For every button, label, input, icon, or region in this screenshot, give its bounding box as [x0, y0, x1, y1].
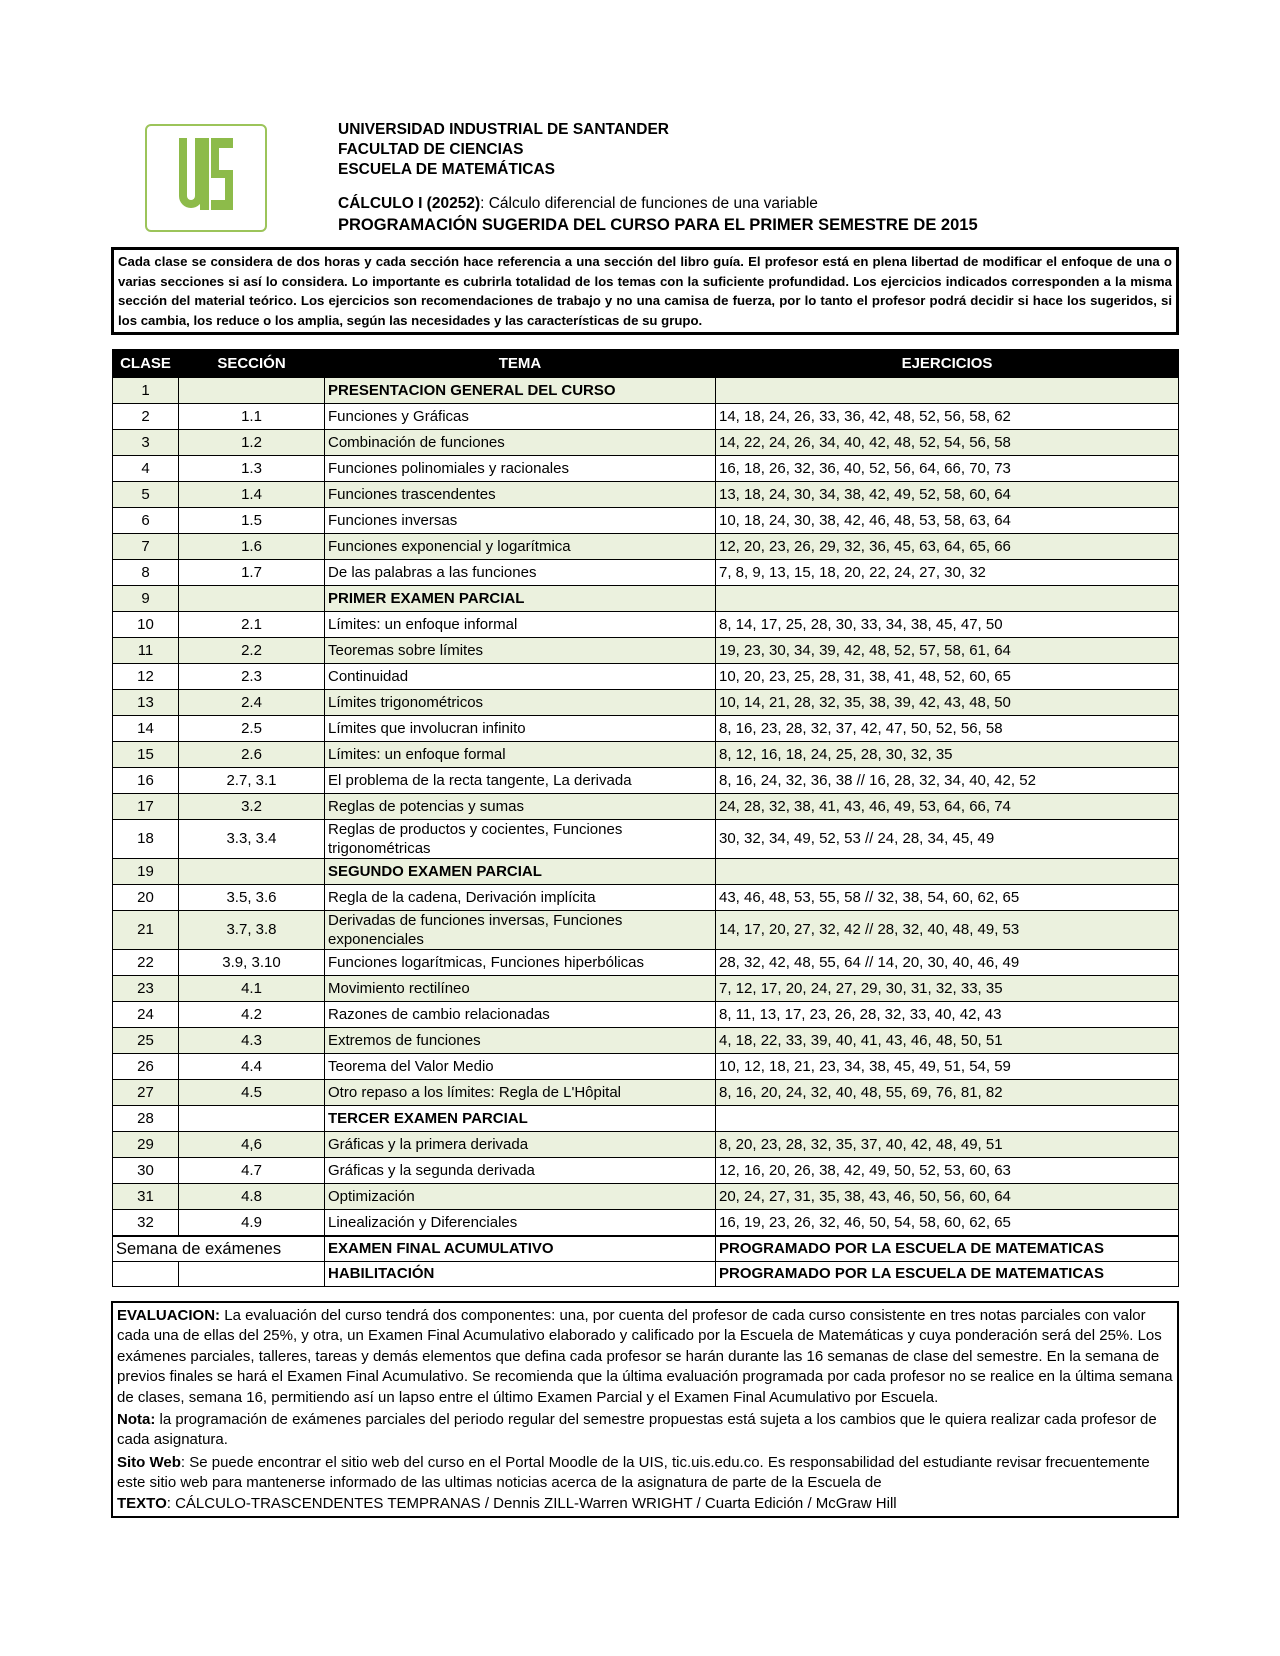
tema-cell: Teoremas sobre límites	[325, 638, 716, 664]
ejercicios-cell: 7, 8, 9, 13, 15, 18, 20, 22, 24, 27, 30, 32	[716, 560, 1179, 586]
table-row	[113, 885, 1179, 911]
table-row	[113, 560, 1179, 586]
note-label: Nota:	[117, 1411, 156, 1429]
clase-cell: 23	[113, 976, 179, 1002]
seccion-cell: 3.2	[179, 794, 325, 820]
ejercicios-cell: 19, 23, 30, 34, 39, 42, 48, 52, 57, 58, 61, 64	[716, 638, 1179, 664]
table-row	[113, 794, 1179, 820]
table-row	[113, 1080, 1179, 1106]
seccion-cell: 4.4	[179, 1054, 325, 1080]
exam-week-label: Semana de exámenes	[113, 1236, 325, 1262]
table-row	[113, 612, 1179, 638]
tema-cell: Funciones y Gráficas	[325, 404, 716, 430]
clase-cell: 10	[113, 612, 179, 638]
university-name: UNIVERSIDAD INDUSTRIAL DE SANTANDER	[338, 121, 669, 138]
empty-cell	[179, 1262, 325, 1287]
tema-cell: SEGUNDO EXAMEN PARCIAL	[325, 859, 716, 885]
uis-logo	[145, 124, 267, 232]
tema-cell: Límites que involucran infinito	[325, 716, 716, 742]
ejercicios-cell: 12, 16, 20, 26, 38, 42, 49, 50, 52, 53, 60, 63	[716, 1158, 1179, 1184]
clase-cell: 28	[113, 1106, 179, 1132]
ejercicios-cell: 10, 12, 18, 21, 23, 34, 38, 45, 49, 51, 54, 59	[716, 1054, 1179, 1080]
ejercicios-cell: 7, 12, 17, 20, 24, 27, 29, 30, 31, 32, 33, 35	[716, 976, 1179, 1002]
uis-logo-mark	[147, 126, 265, 230]
exam-row	[113, 859, 1179, 885]
tema-cell: Gráficas y la segunda derivada	[325, 1158, 716, 1184]
tema-cell: Reglas de potencias y sumas	[325, 794, 716, 820]
textbook-text: : CÁLCULO-TRASCENDENTES TEMPRANAS / Dennis ZILL-Warren WRIGHT / Cuarta Edición / McGraw Hill	[166, 1494, 897, 1512]
ejercicios-cell: 10, 14, 21, 28, 32, 35, 38, 39, 42, 43, 48, 50	[716, 690, 1179, 716]
clase-cell: 15	[113, 742, 179, 768]
seccion-cell: 3.5, 3.6	[179, 885, 325, 911]
table-row	[113, 1210, 1179, 1237]
table-row	[113, 820, 1179, 859]
clase-cell: 21	[113, 911, 179, 950]
clase-cell: 11	[113, 638, 179, 664]
evaluation-label: EVALUACION:	[117, 1307, 221, 1324]
tema-cell: PRIMER EXAMEN PARCIAL	[325, 586, 716, 612]
tema-cell: Funciones trascendentes	[325, 482, 716, 508]
seccion-cell: 2.7, 3.1	[179, 768, 325, 794]
tema-cell: Regla de la cadena, Derivación implícita	[325, 885, 716, 911]
ejercicios-cell	[716, 378, 1179, 404]
table-row	[113, 1184, 1179, 1210]
tema-cell: Reglas de productos y cocientes, Funciones trigonométricas	[325, 820, 716, 859]
seccion-cell: 1.2	[179, 430, 325, 456]
website-text: : Se puede encontrar el sitio web del curso en el Portal Moodle de la UIS, tic.uis.edu.co. Es responsabilidad del estudiante revisar frecuentemente este sitio web para mantenerse informado de las ultimas noticias acerca de la asignatura de parte de la Escuela de	[117, 1453, 1150, 1492]
table-row	[113, 1002, 1179, 1028]
table-row	[113, 404, 1179, 430]
seccion-cell: 3.9, 3.10	[179, 950, 325, 976]
ejercicios-cell: 30, 32, 34, 49, 52, 53 // 24, 28, 34, 45, 49	[716, 820, 1179, 859]
schedule-body	[113, 378, 1179, 1237]
tema-cell: El problema de la recta tangente, La derivada	[325, 768, 716, 794]
website-label: Sito Web	[117, 1453, 181, 1471]
clase-cell: 29	[113, 1132, 179, 1158]
ejercicios-cell: 16, 19, 23, 26, 32, 46, 50, 54, 58, 60, 62, 65	[716, 1210, 1179, 1237]
table-row	[113, 430, 1179, 456]
clase-cell: 4	[113, 456, 179, 482]
note-text: la programación de exámenes parciales del periodo regular del semestre propuestas está sujeta a los cambios que le quiera realizar cada profesor de cada asignatura.	[117, 1411, 1157, 1449]
evaluation-text: La evaluación del curso tendrá dos componentes: una, por cuenta del profesor de cada curso consistente en tres notas parciales con valor cada una de ellas del 25%, y otra, un Examen Final Acumulativo elaborado y calificado por la Escuela de Matemáticas y cuya ponderación será del 25%. Los exámenes parciales, talleres, tareas y demás elementos que defina cada profesor se harán durante las 16 semanas de clase del semestre. En la semana de previos finales se hará el Examen Final Acumulativo. Se recomienda que la última evaluación programada por cada profesor no se realice en la última semana de clases, semana 16, permitiendo así un lapso entre el último Examen Parcial y el Examen Final Acumulativo por Escuela.	[117, 1307, 1173, 1406]
exam-row	[113, 1106, 1179, 1132]
ejercicios-cell: 8, 16, 24, 32, 36, 38 // 16, 28, 32, 34, 40, 42, 52	[716, 768, 1179, 794]
clase-cell: 8	[113, 560, 179, 586]
habilitacion-exercises: PROGRAMADO POR LA ESCUELA DE MATEMATICAS	[716, 1262, 1179, 1287]
exam-row	[113, 378, 1179, 404]
table-row	[113, 638, 1179, 664]
final-exam-topic: EXAMEN FINAL ACUMULATIVO	[325, 1236, 716, 1262]
ejercicios-cell: 8, 14, 17, 25, 28, 30, 33, 34, 38, 45, 47, 50	[716, 612, 1179, 638]
tema-cell: Derivadas de funciones inversas, Funciones exponenciales	[325, 911, 716, 950]
textbook-label: TEXTO	[117, 1494, 167, 1512]
ejercicios-cell: 14, 17, 20, 27, 32, 42 // 28, 32, 40, 48, 49, 53	[716, 911, 1179, 950]
seccion-cell: 4.5	[179, 1080, 325, 1106]
final-exam-row	[113, 1236, 1179, 1262]
seccion-cell	[179, 586, 325, 612]
ejercicios-cell: 24, 28, 32, 38, 41, 43, 46, 49, 53, 64, 66, 74	[716, 794, 1179, 820]
tema-cell: Teorema del Valor Medio	[325, 1054, 716, 1080]
seccion-cell: 3.7, 3.8	[179, 911, 325, 950]
table-row	[113, 1028, 1179, 1054]
table-header-row	[113, 350, 1179, 378]
seccion-cell: 1.5	[179, 508, 325, 534]
seccion-cell: 4.8	[179, 1184, 325, 1210]
table-row	[113, 690, 1179, 716]
table-row	[113, 742, 1179, 768]
ejercicios-cell: 16, 18, 26, 32, 36, 40, 52, 56, 64, 66, 70, 73	[716, 456, 1179, 482]
seccion-cell: 1.6	[179, 534, 325, 560]
ejercicios-cell: 14, 18, 24, 26, 33, 36, 42, 48, 52, 56, 58, 62	[716, 404, 1179, 430]
clase-cell: 5	[113, 482, 179, 508]
ejercicios-cell: 10, 20, 23, 25, 28, 31, 38, 41, 48, 52, 60, 65	[716, 664, 1179, 690]
tema-cell: Gráficas y la primera derivada	[325, 1132, 716, 1158]
ejercicios-cell: 13, 18, 24, 30, 34, 38, 42, 49, 52, 58, 60, 64	[716, 482, 1179, 508]
seccion-cell: 4,6	[179, 1132, 325, 1158]
clase-cell: 30	[113, 1158, 179, 1184]
tema-cell: Funciones logarítmicas, Funciones hiperbólicas	[325, 950, 716, 976]
tema-cell: Límites trigonométricos	[325, 690, 716, 716]
seccion-cell: 2.3	[179, 664, 325, 690]
clase-cell: 12	[113, 664, 179, 690]
ejercicios-cell: 10, 18, 24, 30, 38, 42, 46, 48, 53, 58, 63, 64	[716, 508, 1179, 534]
seccion-cell: 2.2	[179, 638, 325, 664]
ejercicios-cell: 4, 18, 22, 33, 39, 40, 41, 43, 46, 48, 50, 51	[716, 1028, 1179, 1054]
seccion-cell: 4.9	[179, 1210, 325, 1237]
tema-cell: Funciones inversas	[325, 508, 716, 534]
seccion-cell: 2.1	[179, 612, 325, 638]
clase-cell: 19	[113, 859, 179, 885]
final-exam-exercises: PROGRAMADO POR LA ESCUELA DE MATEMATICAS	[716, 1236, 1179, 1262]
website-paragraph	[117, 1453, 1173, 1514]
exam-row	[113, 586, 1179, 612]
table-row	[113, 950, 1179, 976]
table-row	[113, 664, 1179, 690]
intro-notice: Cada clase se considera de dos horas y cada sección hace referencia a una sección del libro guía. El profesor está en plena libertad de modificar el enfoque de una o varias secciones si así lo considera. Lo importante es cubrirla totalidad de los temas con la suficiente profundidad. Los ejercicios indicados corresponden a la misma sección del material teórico. Los ejercicios son recomendaciones de trabajo y no una camisa de fuerza, por lo tanto el profesor podrá decidir si hace los sugeridos, si los cambia, los reduce o los amplia, según las necesidades y las características de su grupo.	[111, 247, 1179, 335]
tema-cell: Combinación de funciones	[325, 430, 716, 456]
table-row	[113, 1158, 1179, 1184]
ejercicios-cell: 8, 16, 20, 24, 32, 40, 48, 55, 69, 76, 81, 82	[716, 1080, 1179, 1106]
seccion-cell: 1.1	[179, 404, 325, 430]
seccion-cell: 2.4	[179, 690, 325, 716]
clase-cell: 18	[113, 820, 179, 859]
clase-cell: 27	[113, 1080, 179, 1106]
seccion-cell: 2.6	[179, 742, 325, 768]
course-description: : Cálculo diferencial de funciones de una variable	[480, 195, 818, 212]
faculty-name: FACULTAD DE CIENCIAS	[338, 141, 524, 158]
table-row	[113, 768, 1179, 794]
seccion-cell	[179, 859, 325, 885]
tema-cell: De las palabras a las funciones	[325, 560, 716, 586]
clase-cell: 25	[113, 1028, 179, 1054]
header-seccion: SECCIÓN	[179, 350, 325, 378]
tema-cell: Funciones exponencial y logarítmica	[325, 534, 716, 560]
table-row	[113, 456, 1179, 482]
clase-cell: 2	[113, 404, 179, 430]
schedule-table	[112, 349, 1179, 1287]
table-row	[113, 508, 1179, 534]
clase-cell: 7	[113, 534, 179, 560]
seccion-cell: 4.2	[179, 1002, 325, 1028]
document-header	[338, 120, 1098, 236]
ejercicios-cell: 12, 20, 23, 26, 29, 32, 36, 45, 63, 64, 65, 66	[716, 534, 1179, 560]
ejercicios-cell: 8, 11, 13, 17, 23, 26, 28, 32, 33, 40, 42, 43	[716, 1002, 1179, 1028]
tema-cell: Límites: un enfoque formal	[325, 742, 716, 768]
tema-cell: Otro repaso a los límites: Regla de L'Hôpital	[325, 1080, 716, 1106]
evaluation-paragraph	[117, 1306, 1173, 1408]
habilitacion-topic: HABILITACIÓN	[325, 1262, 716, 1287]
clase-cell: 1	[113, 378, 179, 404]
clase-cell: 13	[113, 690, 179, 716]
clase-cell: 26	[113, 1054, 179, 1080]
seccion-cell: 1.4	[179, 482, 325, 508]
tema-cell: Optimización	[325, 1184, 716, 1210]
ejercicios-cell: 14, 22, 24, 26, 34, 40, 42, 48, 52, 54, 56, 58	[716, 430, 1179, 456]
note-paragraph	[117, 1410, 1173, 1451]
tema-cell: Movimiento rectilíneo	[325, 976, 716, 1002]
clase-cell: 24	[113, 1002, 179, 1028]
seccion-cell: 3.3, 3.4	[179, 820, 325, 859]
habilitacion-row	[113, 1262, 1179, 1287]
table-row	[113, 716, 1179, 742]
clase-cell: 31	[113, 1184, 179, 1210]
table-row	[113, 1054, 1179, 1080]
ejercicios-cell: 20, 24, 27, 31, 35, 38, 43, 46, 50, 56, 60, 64	[716, 1184, 1179, 1210]
tema-cell: Razones de cambio relacionadas	[325, 1002, 716, 1028]
ejercicios-cell: 28, 32, 42, 48, 55, 64 // 14, 20, 30, 40, 46, 49	[716, 950, 1179, 976]
table-row	[113, 534, 1179, 560]
clase-cell: 14	[113, 716, 179, 742]
ejercicios-cell: 8, 20, 23, 28, 32, 35, 37, 40, 42, 48, 49, 51	[716, 1132, 1179, 1158]
table-row	[113, 482, 1179, 508]
tema-cell: Límites: un enfoque informal	[325, 612, 716, 638]
clase-cell: 3	[113, 430, 179, 456]
tema-cell: TERCER EXAMEN PARCIAL	[325, 1106, 716, 1132]
seccion-cell: 4.1	[179, 976, 325, 1002]
clase-cell: 22	[113, 950, 179, 976]
seccion-cell	[179, 378, 325, 404]
tema-cell: Continuidad	[325, 664, 716, 690]
clase-cell: 32	[113, 1210, 179, 1237]
ejercicios-cell: 8, 12, 16, 18, 24, 25, 28, 30, 32, 35	[716, 742, 1179, 768]
tema-cell: PRESENTACION GENERAL DEL CURSO	[325, 378, 716, 404]
header-ejercicios: EJERCICIOS	[716, 350, 1179, 378]
tema-cell: Funciones polinomiales y racionales	[325, 456, 716, 482]
clase-cell: 16	[113, 768, 179, 794]
evaluation-section	[111, 1301, 1179, 1518]
ejercicios-cell	[716, 1106, 1179, 1132]
clase-cell: 6	[113, 508, 179, 534]
course-code: CÁLCULO I (20252)	[338, 195, 481, 212]
ejercicios-cell: 43, 46, 48, 53, 55, 58 // 32, 38, 54, 60, 62, 65	[716, 885, 1179, 911]
seccion-cell: 4.3	[179, 1028, 325, 1054]
seccion-cell: 4.7	[179, 1158, 325, 1184]
ejercicios-cell	[716, 586, 1179, 612]
school-name: ESCUELA DE MATEMÁTICAS	[338, 161, 555, 178]
table-row	[113, 1132, 1179, 1158]
tema-cell: Extremos de funciones	[325, 1028, 716, 1054]
seccion-cell: 1.7	[179, 560, 325, 586]
seccion-cell: 2.5	[179, 716, 325, 742]
header-clase: CLASE	[113, 350, 179, 378]
header-tema: TEMA	[325, 350, 716, 378]
course-line	[338, 194, 1098, 214]
seccion-cell	[179, 1106, 325, 1132]
program-title: PROGRAMACIÓN SUGERIDA DEL CURSO PARA EL PRIMER SEMESTRE DE 2015	[338, 216, 978, 234]
seccion-cell: 1.3	[179, 456, 325, 482]
clase-cell: 9	[113, 586, 179, 612]
table-row	[113, 976, 1179, 1002]
clase-cell: 20	[113, 885, 179, 911]
empty-cell	[113, 1262, 179, 1287]
clase-cell: 17	[113, 794, 179, 820]
tema-cell: Linealización y Diferenciales	[325, 1210, 716, 1237]
ejercicios-cell: 8, 16, 23, 28, 32, 37, 42, 47, 50, 52, 56, 58	[716, 716, 1179, 742]
ejercicios-cell	[716, 859, 1179, 885]
table-row	[113, 911, 1179, 950]
